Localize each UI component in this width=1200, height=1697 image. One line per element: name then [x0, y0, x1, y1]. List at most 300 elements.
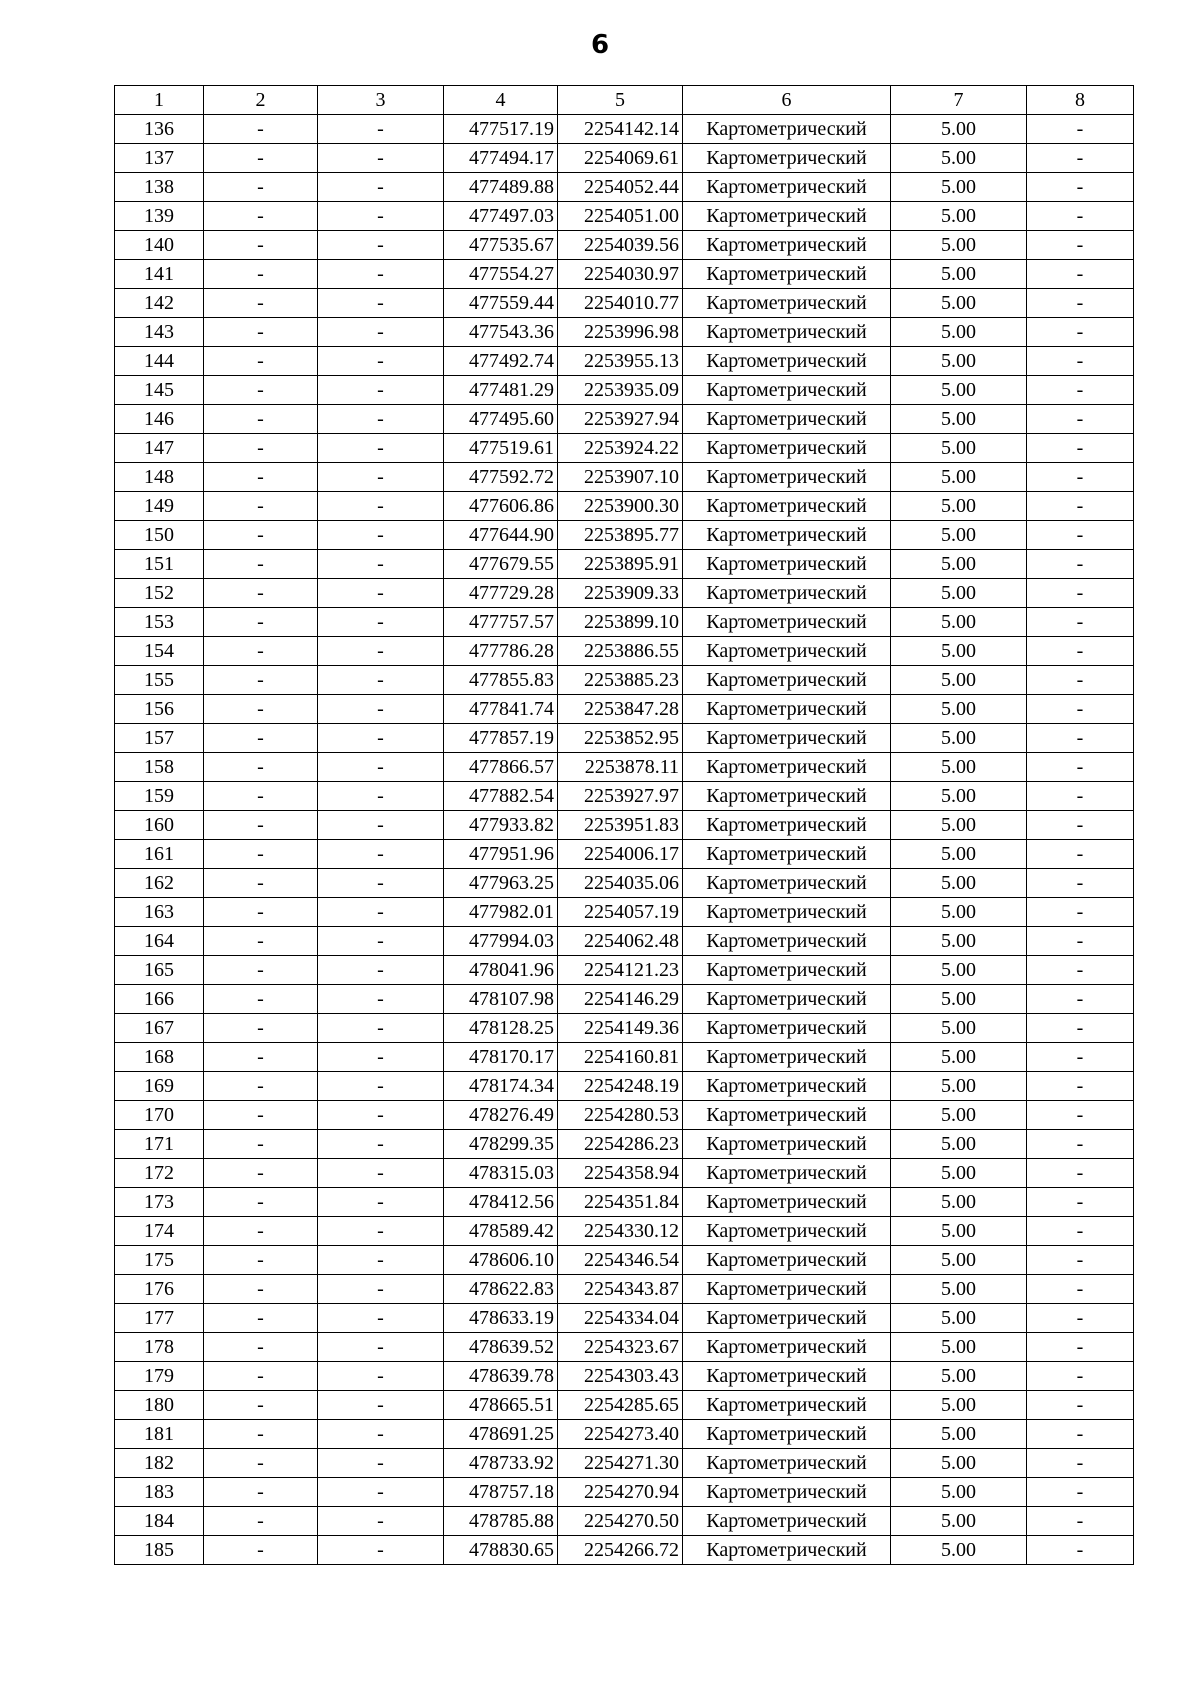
point-number-cell: 177 [115, 1304, 204, 1333]
col2-cell: - [204, 753, 318, 782]
y-coordinate-cell: 2253909.33 [558, 579, 683, 608]
x-coordinate-cell: 478315.03 [444, 1159, 558, 1188]
y-coordinate-cell: 2254149.36 [558, 1014, 683, 1043]
table-row [115, 1246, 1134, 1275]
y-coordinate-cell: 2254160.81 [558, 1043, 683, 1072]
point-number-cell: 137 [115, 144, 204, 173]
col8-cell: - [1027, 724, 1134, 753]
y-coordinate-cell: 2253899.10 [558, 608, 683, 637]
x-coordinate-cell: 477982.01 [444, 898, 558, 927]
y-coordinate-cell: 2254146.29 [558, 985, 683, 1014]
method-cell: Картометрический [683, 1507, 891, 1536]
point-number-cell: 158 [115, 753, 204, 782]
col3-cell: - [318, 666, 444, 695]
x-coordinate-cell: 478691.25 [444, 1420, 558, 1449]
col2-cell: - [204, 666, 318, 695]
method-cell: Картометрический [683, 1536, 891, 1565]
col8-cell: - [1027, 376, 1134, 405]
x-coordinate-cell: 477497.03 [444, 202, 558, 231]
point-number-cell: 166 [115, 985, 204, 1014]
table-row [115, 521, 1134, 550]
col8-cell: - [1027, 782, 1134, 811]
col3-cell: - [318, 1159, 444, 1188]
col2-cell: - [204, 869, 318, 898]
col8-cell: - [1027, 1391, 1134, 1420]
col2-cell: - [204, 695, 318, 724]
col3-cell: - [318, 492, 444, 521]
col2-cell: - [204, 318, 318, 347]
point-number-cell: 171 [115, 1130, 204, 1159]
method-cell: Картометрический [683, 405, 891, 434]
col2-cell: - [204, 521, 318, 550]
col3-cell: - [318, 289, 444, 318]
y-coordinate-cell: 2254346.54 [558, 1246, 683, 1275]
col2-cell: - [204, 1362, 318, 1391]
col3-cell: - [318, 1275, 444, 1304]
x-coordinate-cell: 477517.19 [444, 115, 558, 144]
accuracy-cell: 5.00 [891, 579, 1027, 608]
method-cell: Картометрический [683, 289, 891, 318]
accuracy-cell: 5.00 [891, 1014, 1027, 1043]
col2-cell: - [204, 782, 318, 811]
table-row [115, 1275, 1134, 1304]
x-coordinate-cell: 478633.19 [444, 1304, 558, 1333]
method-cell: Картометрический [683, 840, 891, 869]
col8-cell: - [1027, 231, 1134, 260]
x-coordinate-cell: 477994.03 [444, 927, 558, 956]
y-coordinate-cell: 2254030.97 [558, 260, 683, 289]
table-row [115, 753, 1134, 782]
col2-cell: - [204, 1072, 318, 1101]
x-coordinate-cell: 477857.19 [444, 724, 558, 753]
x-coordinate-cell: 478412.56 [444, 1188, 558, 1217]
x-coordinate-cell: 477559.44 [444, 289, 558, 318]
accuracy-cell: 5.00 [891, 260, 1027, 289]
point-number-cell: 162 [115, 869, 204, 898]
accuracy-cell: 5.00 [891, 405, 1027, 434]
col3-cell: - [318, 1188, 444, 1217]
y-coordinate-cell: 2253900.30 [558, 492, 683, 521]
x-coordinate-cell: 477951.96 [444, 840, 558, 869]
y-coordinate-cell: 2254286.23 [558, 1130, 683, 1159]
col3-cell: - [318, 782, 444, 811]
x-coordinate-cell: 478174.34 [444, 1072, 558, 1101]
col3-cell: - [318, 1449, 444, 1478]
point-number-cell: 179 [115, 1362, 204, 1391]
point-number-cell: 185 [115, 1536, 204, 1565]
accuracy-cell: 5.00 [891, 550, 1027, 579]
y-coordinate-cell: 2254062.48 [558, 927, 683, 956]
accuracy-cell: 5.00 [891, 1159, 1027, 1188]
point-number-cell: 167 [115, 1014, 204, 1043]
col8-cell: - [1027, 1449, 1134, 1478]
accuracy-cell: 5.00 [891, 463, 1027, 492]
method-cell: Картометрический [683, 985, 891, 1014]
table-row [115, 173, 1134, 202]
y-coordinate-cell: 2254069.61 [558, 144, 683, 173]
col2-cell: - [204, 173, 318, 202]
col2-cell: - [204, 724, 318, 753]
x-coordinate-cell: 477933.82 [444, 811, 558, 840]
y-coordinate-cell: 2254358.94 [558, 1159, 683, 1188]
col3-cell: - [318, 1101, 444, 1130]
col2-cell: - [204, 1217, 318, 1246]
method-cell: Картометрический [683, 521, 891, 550]
y-coordinate-cell: 2253878.11 [558, 753, 683, 782]
x-coordinate-cell: 477866.57 [444, 753, 558, 782]
table-row [115, 1159, 1134, 1188]
table-row [115, 1014, 1134, 1043]
col3-cell: - [318, 463, 444, 492]
accuracy-cell: 5.00 [891, 608, 1027, 637]
table-row [115, 1101, 1134, 1130]
col2-cell: - [204, 1536, 318, 1565]
col8-cell: - [1027, 1130, 1134, 1159]
col2-cell: - [204, 840, 318, 869]
header-row [115, 86, 1134, 115]
col8-cell: - [1027, 1246, 1134, 1275]
column-header: 3 [318, 86, 444, 115]
method-cell: Картометрический [683, 782, 891, 811]
x-coordinate-cell: 477543.36 [444, 318, 558, 347]
point-number-cell: 154 [115, 637, 204, 666]
y-coordinate-cell: 2254280.53 [558, 1101, 683, 1130]
col3-cell: - [318, 869, 444, 898]
col2-cell: - [204, 1246, 318, 1275]
col3-cell: - [318, 260, 444, 289]
point-number-cell: 151 [115, 550, 204, 579]
col2-cell: - [204, 434, 318, 463]
accuracy-cell: 5.00 [891, 376, 1027, 405]
col2-cell: - [204, 811, 318, 840]
point-number-cell: 144 [115, 347, 204, 376]
table-row [115, 724, 1134, 753]
accuracy-cell: 5.00 [891, 1072, 1027, 1101]
table-row [115, 666, 1134, 695]
y-coordinate-cell: 2254270.50 [558, 1507, 683, 1536]
point-number-cell: 184 [115, 1507, 204, 1536]
col8-cell: - [1027, 1304, 1134, 1333]
accuracy-cell: 5.00 [891, 1391, 1027, 1420]
table-row [115, 260, 1134, 289]
y-coordinate-cell: 2253852.95 [558, 724, 683, 753]
y-coordinate-cell: 2254334.04 [558, 1304, 683, 1333]
point-number-cell: 141 [115, 260, 204, 289]
y-coordinate-cell: 2253847.28 [558, 695, 683, 724]
col2-cell: - [204, 376, 318, 405]
col3-cell: - [318, 231, 444, 260]
x-coordinate-cell: 477841.74 [444, 695, 558, 724]
method-cell: Картометрический [683, 115, 891, 144]
col3-cell: - [318, 318, 444, 347]
col8-cell: - [1027, 521, 1134, 550]
table-row [115, 1449, 1134, 1478]
point-number-cell: 140 [115, 231, 204, 260]
accuracy-cell: 5.00 [891, 1507, 1027, 1536]
point-number-cell: 174 [115, 1217, 204, 1246]
method-cell: Картометрический [683, 927, 891, 956]
x-coordinate-cell: 477855.83 [444, 666, 558, 695]
method-cell: Картометрический [683, 753, 891, 782]
column-header: 5 [558, 86, 683, 115]
accuracy-cell: 5.00 [891, 1304, 1027, 1333]
col2-cell: - [204, 1449, 318, 1478]
col2-cell: - [204, 115, 318, 144]
col2-cell: - [204, 1043, 318, 1072]
table-row [115, 1478, 1134, 1507]
x-coordinate-cell: 478665.51 [444, 1391, 558, 1420]
accuracy-cell: 5.00 [891, 318, 1027, 347]
y-coordinate-cell: 2253895.91 [558, 550, 683, 579]
table-row [115, 898, 1134, 927]
point-number-cell: 136 [115, 115, 204, 144]
accuracy-cell: 5.00 [891, 985, 1027, 1014]
y-coordinate-cell: 2254142.14 [558, 115, 683, 144]
col3-cell: - [318, 579, 444, 608]
method-cell: Картометрический [683, 1478, 891, 1507]
point-number-cell: 145 [115, 376, 204, 405]
method-cell: Картометрический [683, 1188, 891, 1217]
y-coordinate-cell: 2253996.98 [558, 318, 683, 347]
col8-cell: - [1027, 347, 1134, 376]
x-coordinate-cell: 478128.25 [444, 1014, 558, 1043]
col8-cell: - [1027, 1536, 1134, 1565]
accuracy-cell: 5.00 [891, 666, 1027, 695]
method-cell: Картометрический [683, 1246, 891, 1275]
method-cell: Картометрический [683, 956, 891, 985]
method-cell: Картометрический [683, 1333, 891, 1362]
col8-cell: - [1027, 1275, 1134, 1304]
table-row [115, 608, 1134, 637]
col2-cell: - [204, 260, 318, 289]
y-coordinate-cell: 2254052.44 [558, 173, 683, 202]
col3-cell: - [318, 1333, 444, 1362]
method-cell: Картометрический [683, 1043, 891, 1072]
x-coordinate-cell: 478606.10 [444, 1246, 558, 1275]
x-coordinate-cell: 478639.52 [444, 1333, 558, 1362]
col3-cell: - [318, 1043, 444, 1072]
y-coordinate-cell: 2254303.43 [558, 1362, 683, 1391]
table-row [115, 1333, 1134, 1362]
col3-cell: - [318, 144, 444, 173]
col2-cell: - [204, 898, 318, 927]
col3-cell: - [318, 550, 444, 579]
point-number-cell: 155 [115, 666, 204, 695]
y-coordinate-cell: 2254010.77 [558, 289, 683, 318]
col2-cell: - [204, 463, 318, 492]
x-coordinate-cell: 477489.88 [444, 173, 558, 202]
col3-cell: - [318, 1420, 444, 1449]
table-row [115, 1536, 1134, 1565]
col3-cell: - [318, 811, 444, 840]
y-coordinate-cell: 2253935.09 [558, 376, 683, 405]
accuracy-cell: 5.00 [891, 753, 1027, 782]
col3-cell: - [318, 898, 444, 927]
y-coordinate-cell: 2254270.94 [558, 1478, 683, 1507]
method-cell: Картометрический [683, 1101, 891, 1130]
point-number-cell: 157 [115, 724, 204, 753]
point-number-cell: 143 [115, 318, 204, 347]
x-coordinate-cell: 477554.27 [444, 260, 558, 289]
method-cell: Картометрический [683, 666, 891, 695]
method-cell: Картометрический [683, 260, 891, 289]
accuracy-cell: 5.00 [891, 1188, 1027, 1217]
method-cell: Картометрический [683, 608, 891, 637]
col8-cell: - [1027, 1333, 1134, 1362]
y-coordinate-cell: 2254006.17 [558, 840, 683, 869]
table-row [115, 463, 1134, 492]
col8-cell: - [1027, 115, 1134, 144]
method-cell: Картометрический [683, 869, 891, 898]
table-row [115, 289, 1134, 318]
point-number-cell: 148 [115, 463, 204, 492]
y-coordinate-cell: 2253951.83 [558, 811, 683, 840]
y-coordinate-cell: 2254273.40 [558, 1420, 683, 1449]
table-row [115, 695, 1134, 724]
col8-cell: - [1027, 1101, 1134, 1130]
accuracy-cell: 5.00 [891, 173, 1027, 202]
accuracy-cell: 5.00 [891, 869, 1027, 898]
y-coordinate-cell: 2254057.19 [558, 898, 683, 927]
col3-cell: - [318, 1507, 444, 1536]
col2-cell: - [204, 405, 318, 434]
col2-cell: - [204, 1188, 318, 1217]
col2-cell: - [204, 956, 318, 985]
x-coordinate-cell: 477644.90 [444, 521, 558, 550]
accuracy-cell: 5.00 [891, 231, 1027, 260]
col8-cell: - [1027, 985, 1134, 1014]
method-cell: Картометрический [683, 1014, 891, 1043]
point-number-cell: 163 [115, 898, 204, 927]
table-row [115, 1043, 1134, 1072]
y-coordinate-cell: 2253895.77 [558, 521, 683, 550]
method-cell: Картометрический [683, 1159, 891, 1188]
table-row [115, 1130, 1134, 1159]
point-number-cell: 175 [115, 1246, 204, 1275]
col8-cell: - [1027, 753, 1134, 782]
accuracy-cell: 5.00 [891, 492, 1027, 521]
point-number-cell: 169 [115, 1072, 204, 1101]
point-number-cell: 150 [115, 521, 204, 550]
accuracy-cell: 5.00 [891, 927, 1027, 956]
accuracy-cell: 5.00 [891, 521, 1027, 550]
x-coordinate-cell: 478785.88 [444, 1507, 558, 1536]
accuracy-cell: 5.00 [891, 202, 1027, 231]
col3-cell: - [318, 405, 444, 434]
method-cell: Картометрический [683, 1275, 891, 1304]
point-number-cell: 146 [115, 405, 204, 434]
col8-cell: - [1027, 956, 1134, 985]
x-coordinate-cell: 477757.57 [444, 608, 558, 637]
col8-cell: - [1027, 695, 1134, 724]
col2-cell: - [204, 231, 318, 260]
col3-cell: - [318, 1072, 444, 1101]
x-coordinate-cell: 478757.18 [444, 1478, 558, 1507]
col8-cell: - [1027, 144, 1134, 173]
method-cell: Картометрический [683, 1362, 891, 1391]
y-coordinate-cell: 2254323.67 [558, 1333, 683, 1362]
x-coordinate-cell: 477963.25 [444, 869, 558, 898]
col3-cell: - [318, 1536, 444, 1565]
accuracy-cell: 5.00 [891, 1101, 1027, 1130]
col3-cell: - [318, 202, 444, 231]
col2-cell: - [204, 1333, 318, 1362]
col3-cell: - [318, 608, 444, 637]
col3-cell: - [318, 521, 444, 550]
y-coordinate-cell: 2254351.84 [558, 1188, 683, 1217]
accuracy-cell: 5.00 [891, 898, 1027, 927]
accuracy-cell: 5.00 [891, 956, 1027, 985]
col3-cell: - [318, 985, 444, 1014]
y-coordinate-cell: 2254051.00 [558, 202, 683, 231]
col3-cell: - [318, 115, 444, 144]
col8-cell: - [1027, 666, 1134, 695]
table-row [115, 956, 1134, 985]
accuracy-cell: 5.00 [891, 1536, 1027, 1565]
col2-cell: - [204, 1391, 318, 1420]
x-coordinate-cell: 477786.28 [444, 637, 558, 666]
col8-cell: - [1027, 1420, 1134, 1449]
accuracy-cell: 5.00 [891, 1217, 1027, 1246]
point-number-cell: 153 [115, 608, 204, 637]
col8-cell: - [1027, 1014, 1134, 1043]
table-row [115, 840, 1134, 869]
col8-cell: - [1027, 1217, 1134, 1246]
method-cell: Картометрический [683, 637, 891, 666]
y-coordinate-cell: 2254035.06 [558, 869, 683, 898]
table-row [115, 1391, 1134, 1420]
method-cell: Картометрический [683, 695, 891, 724]
y-coordinate-cell: 2254121.23 [558, 956, 683, 985]
col3-cell: - [318, 1304, 444, 1333]
y-coordinate-cell: 2254039.56 [558, 231, 683, 260]
method-cell: Картометрический [683, 318, 891, 347]
column-header: 1 [115, 86, 204, 115]
col8-cell: - [1027, 1159, 1134, 1188]
col2-cell: - [204, 1507, 318, 1536]
table-row [115, 811, 1134, 840]
method-cell: Картометрический [683, 434, 891, 463]
y-coordinate-cell: 2254266.72 [558, 1536, 683, 1565]
col3-cell: - [318, 1362, 444, 1391]
y-coordinate-cell: 2253924.22 [558, 434, 683, 463]
column-header: 8 [1027, 86, 1134, 115]
accuracy-cell: 5.00 [891, 115, 1027, 144]
method-cell: Картометрический [683, 811, 891, 840]
table-row [115, 927, 1134, 956]
table-row [115, 115, 1134, 144]
col2-cell: - [204, 289, 318, 318]
page-number: 6 [590, 30, 610, 60]
method-cell: Картометрический [683, 173, 891, 202]
y-coordinate-cell: 2253955.13 [558, 347, 683, 376]
col2-cell: - [204, 144, 318, 173]
column-header: 4 [444, 86, 558, 115]
x-coordinate-cell: 477679.55 [444, 550, 558, 579]
accuracy-cell: 5.00 [891, 144, 1027, 173]
accuracy-cell: 5.00 [891, 347, 1027, 376]
table-row [115, 231, 1134, 260]
point-number-cell: 176 [115, 1275, 204, 1304]
col3-cell: - [318, 434, 444, 463]
col3-cell: - [318, 753, 444, 782]
col8-cell: - [1027, 260, 1134, 289]
column-header: 2 [204, 86, 318, 115]
point-number-cell: 165 [115, 956, 204, 985]
col2-cell: - [204, 1275, 318, 1304]
column-header: 7 [891, 86, 1027, 115]
col2-cell: - [204, 1159, 318, 1188]
